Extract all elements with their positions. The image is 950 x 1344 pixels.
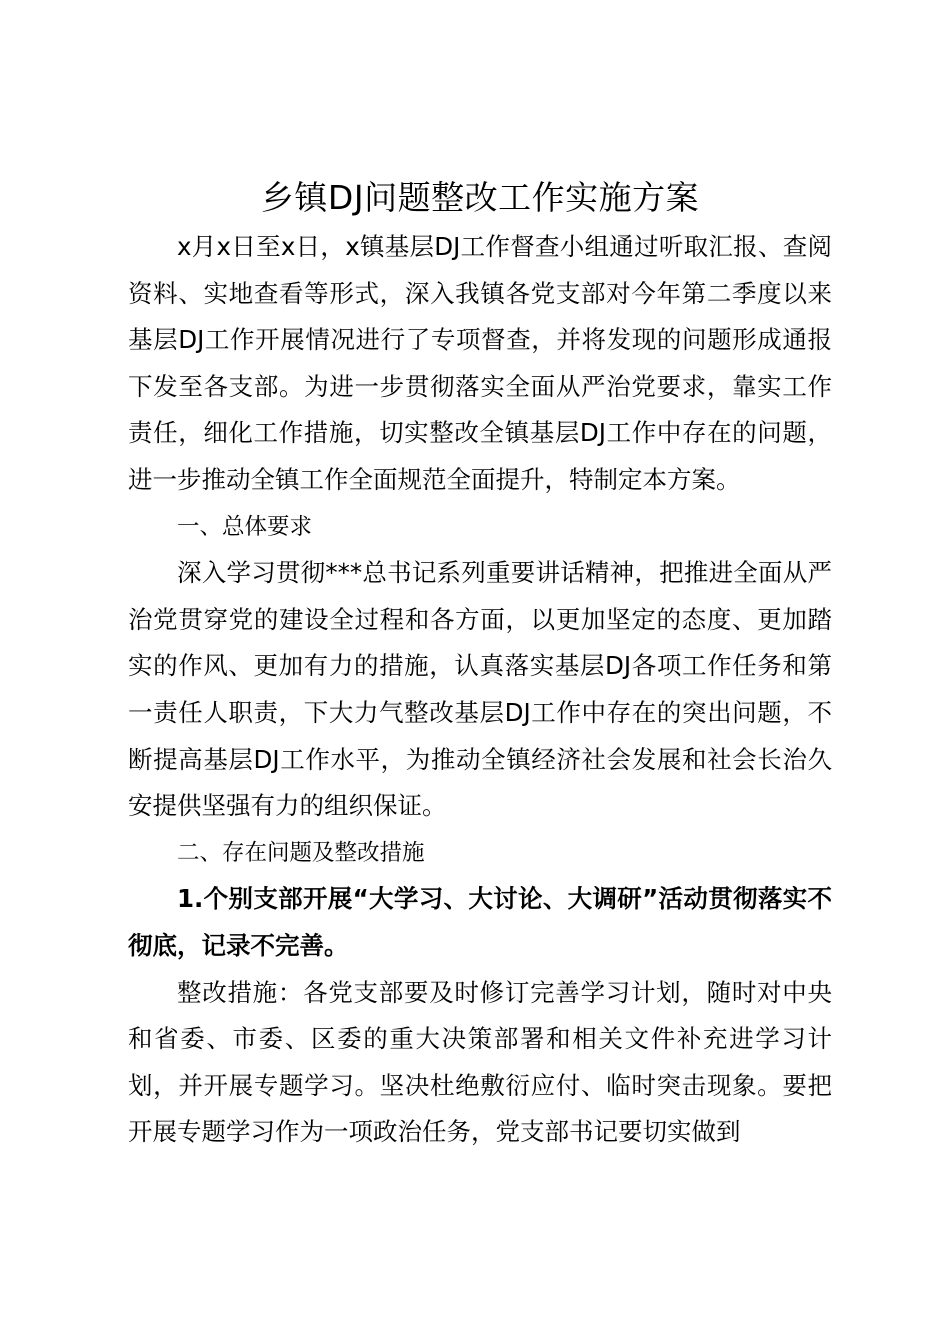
document-title: 乡镇DJ问题整改工作实施方案 (260, 178, 700, 217)
document-body (128, 172, 832, 1156)
general-requirements-paragraph: 深入学习贯彻***总书记系列重要讲话精神，把推进全面从严治党贯穿党的建设全过程和各方面，以更加坚定的态度、更加踏实的作风、更加有力的措施，认真落实基层DJ各项工作任务和第一责任人职责，下大力气整改基层DJ工作中存在的突出问题，不断提高基层DJ工作水平，为推动全镇经济社会发展和社会长治久安提供坚强有力的组织保证。 (128, 558, 832, 821)
problem-item-1-measures: 整改措施：各党支部要及时修订完善学习计划，随时对中央和省委、市委、区委的重大决策部署和相关文件补充进学习计划，并开展专题学习。坚决杜绝敷衍应付、临时突击现象。要把开展专题学习作为一项政治任务，党支部书记要切实做到 (128, 977, 832, 1147)
section-heading-general-requirements: 一、总体要求 (177, 513, 313, 540)
section-heading-problems-and-measures: 二、存在问题及整改措施 (177, 839, 425, 866)
intro-paragraph: x月x日至x日，x镇基层DJ工作督查小组通过听取汇报、查阅资料、实地查看等形式，深入我镇各党支部对今年第二季度以来基层DJ工作开展情况进行了专项督查，并将发现的问题形成通报下发至各支部。为进一步贯彻落实全面从严治党要求，靠实工作责任，细化工作措施，切实整改全镇基层DJ工作中存在的问题，进一步推动全镇工作全面规范全面提升，特制定本方案。 (128, 232, 832, 494)
problem-item-1-heading: 1.个别支部开展“大学习、大讨论、大调研”活动贯彻落实不彻底，记录不完善。 (128, 884, 832, 960)
